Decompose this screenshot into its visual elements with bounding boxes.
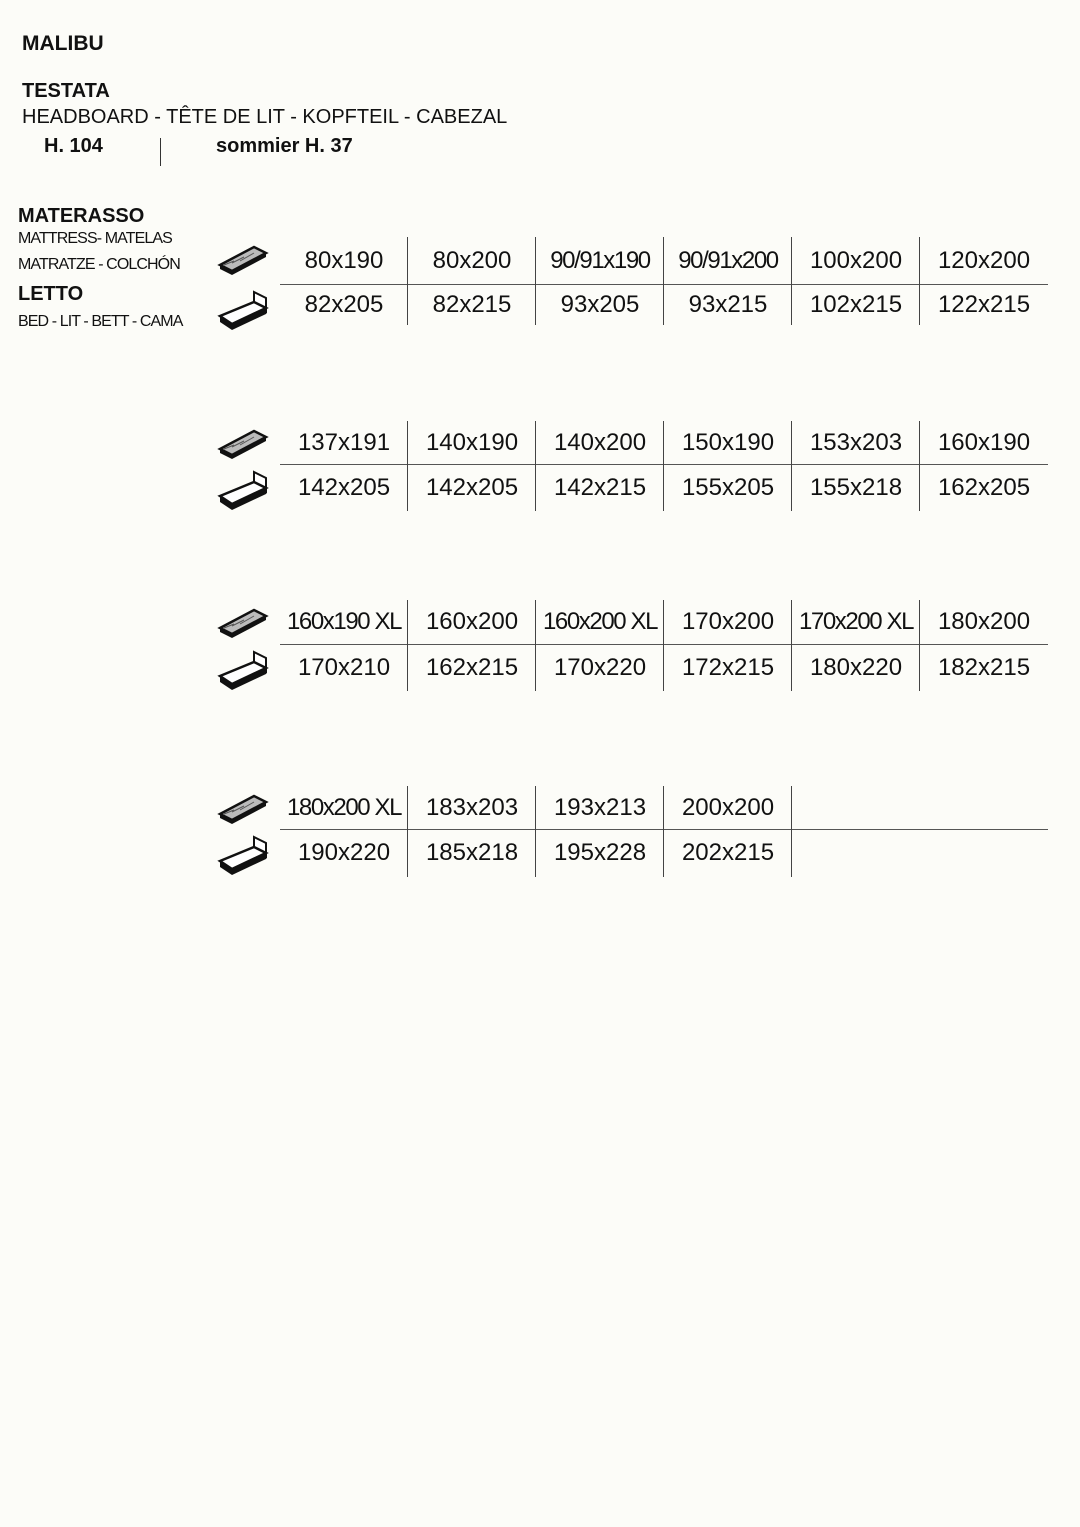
mattress-icon (214, 602, 270, 648)
headboard-title: TESTATA (22, 80, 110, 102)
headboard-height: H. 104 (44, 135, 103, 157)
legend-mattress-title: MATERASSO (18, 205, 145, 227)
mattress-size-cell: 160x200 XL (542, 608, 658, 635)
bed-size-cell: 155x218 (809, 474, 903, 501)
mattress-size-cell: 160x200 (425, 608, 519, 635)
sommier-height: sommier H. 37 (216, 135, 353, 157)
mattress-icon (214, 239, 270, 285)
bed-frame-icon (214, 288, 270, 334)
mattress-size-cell: 150x190 (681, 429, 775, 456)
bed-size-cell: 142x205 (297, 474, 391, 501)
mattress-icon (214, 423, 270, 469)
row-divider (280, 644, 1048, 645)
bed-size-cell: 182x215 (937, 654, 1031, 681)
mattress-size-cell: 80x190 (304, 247, 384, 274)
bed-size-cell: 102x215 (809, 291, 903, 318)
bed-size-cell: 93x205 (560, 291, 640, 318)
bed-size-cell: 142x215 (553, 474, 647, 501)
mattress-size-cell: 120x200 (937, 247, 1031, 274)
headboard-translations: HEADBOARD - TÊTE DE LIT - KOPFTEIL - CABEZAL (22, 106, 508, 128)
bed-size-cell: 180x220 (809, 654, 903, 681)
bed-size-cell: 162x215 (425, 654, 519, 681)
bed-frame-icon (214, 468, 270, 514)
bed-size-cell: 82x215 (432, 291, 512, 318)
bed-frame-icon (214, 648, 270, 694)
mattress-size-cell: 160x190 (937, 429, 1031, 456)
bed-size-cell: 122x215 (937, 291, 1031, 318)
bed-size-cell: 190x220 (297, 839, 391, 866)
mattress-size-cell: 140x190 (425, 429, 519, 456)
mattress-size-cell: 170x200 (681, 608, 775, 635)
mattress-size-cell: 160x190 XL (286, 608, 402, 635)
row-divider (280, 284, 1048, 285)
legend-mattress-translations-1: MATTRESS- MATELAS (18, 230, 172, 247)
mattress-size-cell: 193x213 (553, 794, 647, 821)
divider (160, 138, 161, 166)
row-divider (280, 829, 1048, 830)
bed-frame-icon (214, 833, 270, 879)
legend-mattress-translations-2: MATRATZE - COLCHÓN (18, 256, 180, 273)
bed-size-cell: 185x218 (425, 839, 519, 866)
mattress-size-cell: 140x200 (553, 429, 647, 456)
bed-size-cell: 195x228 (553, 839, 647, 866)
bed-size-cell: 93x215 (688, 291, 768, 318)
mattress-size-cell: 170x200 XL (798, 608, 914, 635)
mattress-size-cell: 137x191 (297, 429, 391, 456)
mattress-size-cell: 90/91x190 (550, 247, 650, 274)
product-title: MALIBU (22, 32, 104, 55)
bed-size-cell: 82x205 (304, 291, 384, 318)
bed-size-cell: 162x205 (937, 474, 1031, 501)
bed-size-cell: 170x220 (553, 654, 647, 681)
mattress-size-cell: 180x200 (937, 608, 1031, 635)
mattress-size-cell: 90/91x200 (678, 247, 778, 274)
bed-size-cell: 155x205 (681, 474, 775, 501)
row-divider (280, 464, 1048, 465)
mattress-size-cell: 100x200 (809, 247, 903, 274)
legend-bed-title: LETTO (18, 283, 84, 305)
mattress-size-cell: 180x200 XL (286, 794, 402, 821)
bed-size-cell: 202x215 (681, 839, 775, 866)
bed-size-cell: 172x215 (681, 654, 775, 681)
mattress-size-cell: 80x200 (432, 247, 512, 274)
mattress-icon (214, 788, 270, 834)
mattress-size-cell: 183x203 (425, 794, 519, 821)
mattress-size-cell: 200x200 (681, 794, 775, 821)
bed-size-cell: 142x205 (425, 474, 519, 501)
mattress-size-cell: 153x203 (809, 429, 903, 456)
legend-bed-translations: BED - LIT - BETT - CAMA (18, 313, 183, 330)
bed-size-cell: 170x210 (297, 654, 391, 681)
